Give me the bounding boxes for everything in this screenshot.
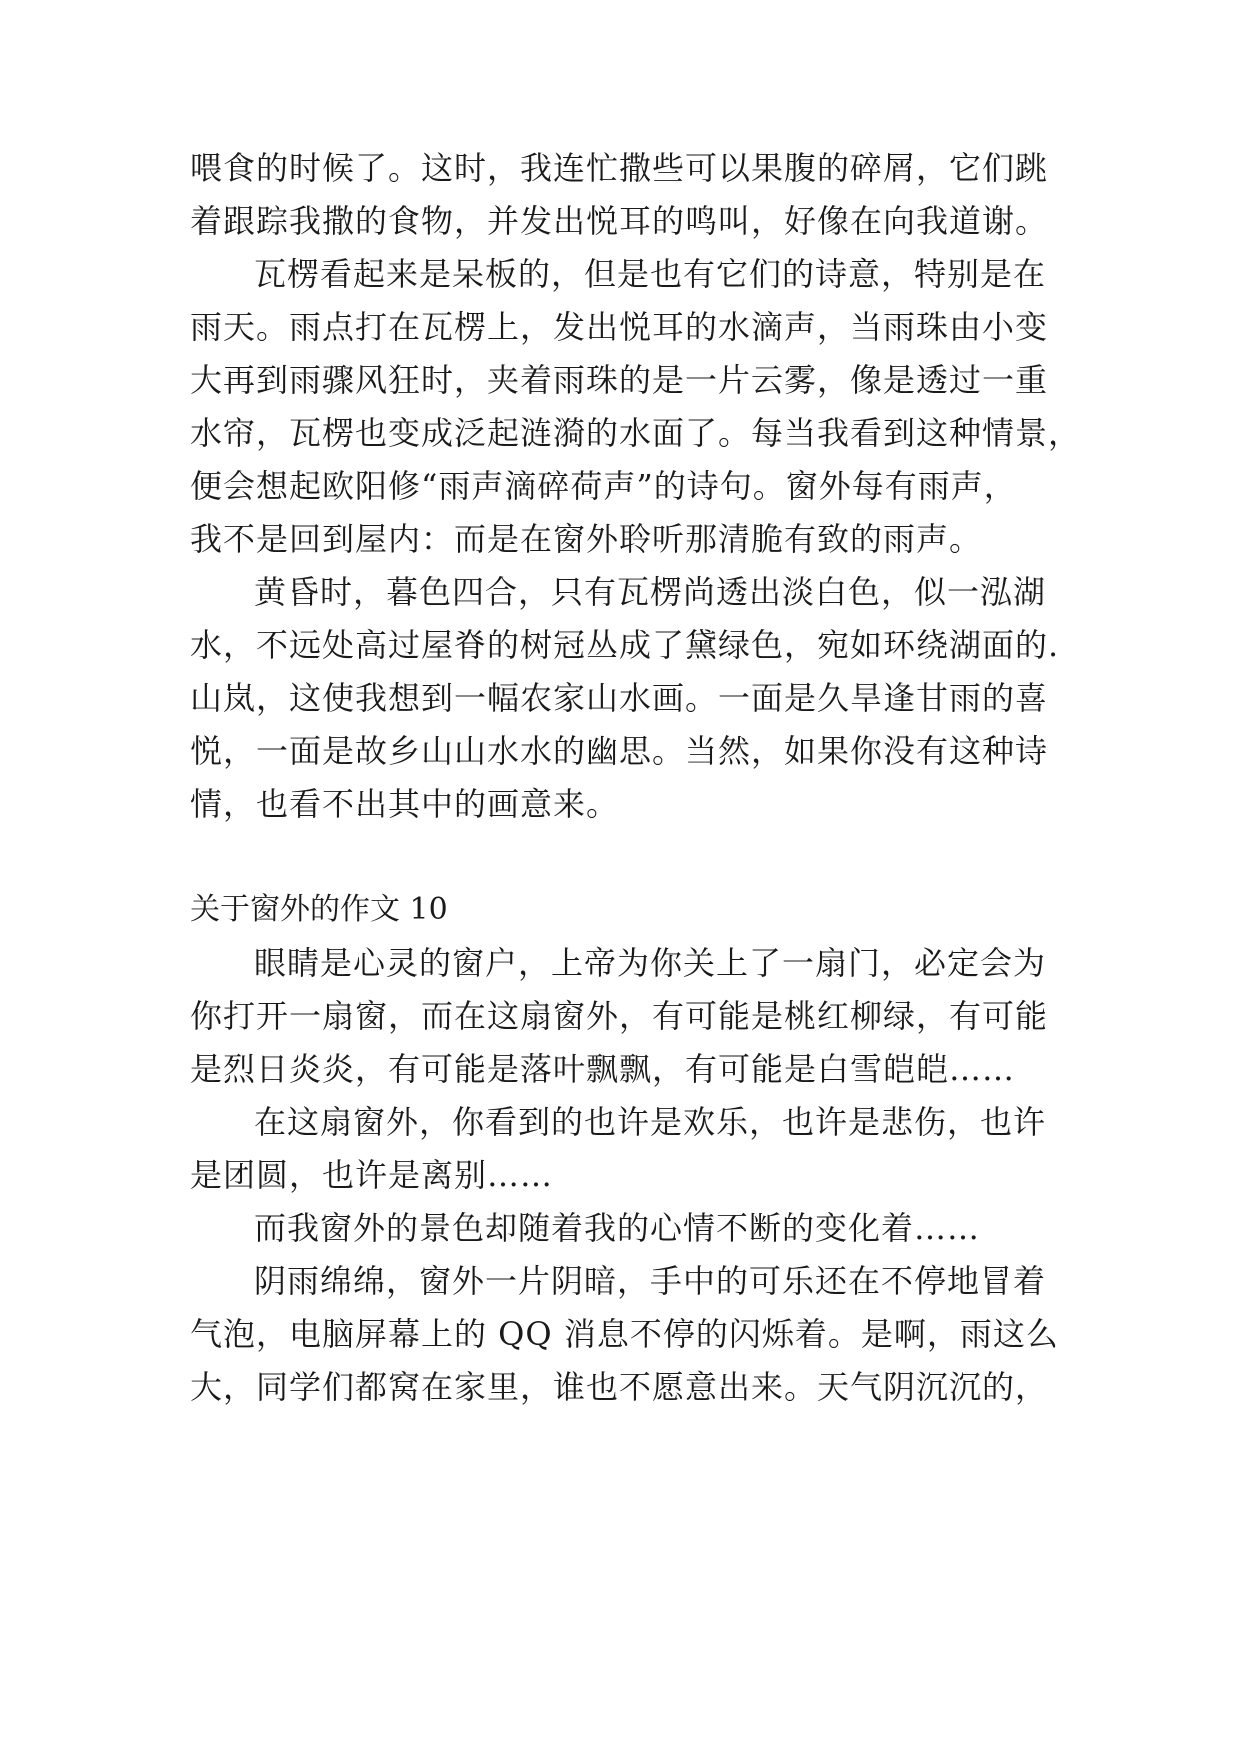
text-line: 悦，一面是故乡山山水水的幽思。当然，如果你没有这种诗: [190, 732, 1049, 770]
text-line: 喂食的时候了。这时，我连忙撒些可以果腹的碎屑，它们跳: [190, 149, 1049, 187]
text-line: 气泡，电脑屏幕上的 QQ 消息不停的闪烁着。是啊，雨这么: [190, 1315, 1059, 1353]
text-line: 大再到雨骤风狂时，夹着雨珠的是一片云雾，像是透过一重: [190, 361, 1049, 399]
text-line: 瓦楞看起来是呆板的，但是也有它们的诗意，特别是在: [254, 255, 1047, 293]
text-line: 山岚，这使我想到一幅农家山水画。一面是久旱逢甘雨的喜: [190, 679, 1049, 717]
text-line: 阴雨绵绵，窗外一片阴暗，手中的可乐还在不停地冒着: [254, 1262, 1047, 1300]
text-line: 在这扇窗外，你看到的也许是欢乐，也许是悲伤，也许: [254, 1103, 1047, 1141]
text-line: 大，同学们都窝在家里，谁也不愿意出来。天气阴沉沉的，: [190, 1368, 1049, 1406]
text-line: 着跟踪我撒的食物，并发出悦耳的鸣叫，好像在向我道谢。: [190, 202, 1049, 240]
text-line: 便会想起欧阳修“雨声滴碎荷声”的诗句。窗外每有雨声，: [190, 467, 1017, 505]
text-line: 是烈日炎炎，有可能是落叶飘飘，有可能是白雪皑皑……: [190, 1050, 1016, 1088]
text-line: 是团圆，也许是离别……: [190, 1156, 554, 1194]
text-line: 我不是回到屋内：而是在窗外聆听那清脆有致的雨声。: [190, 520, 983, 558]
text-line: 水，不远处高过屋脊的树冠丛成了黛绿色，宛如环绕湖面的.: [190, 626, 1060, 664]
section-heading: 关于窗外的作文 10: [190, 892, 448, 927]
text-line: 你打开一扇窗，而在这扇窗外，有可能是桃红柳绿，有可能: [190, 997, 1049, 1035]
text-line: 而我窗外的景色却随着我的心情不断的变化着……: [254, 1209, 981, 1247]
text-line: 黄昏时，暮色四合，只有瓦楞尚透出淡白色，似一泓湖: [254, 573, 1047, 611]
text-line: 眼睛是心灵的窗户，上帝为你关上了一扇门，必定会为: [254, 944, 1047, 982]
text-line: 雨天。雨点打在瓦楞上，发出悦耳的水滴声，当雨珠由小变: [190, 308, 1049, 346]
text-line: 情，也看不出其中的画意来。: [190, 785, 620, 823]
text-line: 水帘，瓦楞也变成泛起涟漪的水面了。每当我看到这种情景，: [190, 414, 1082, 452]
